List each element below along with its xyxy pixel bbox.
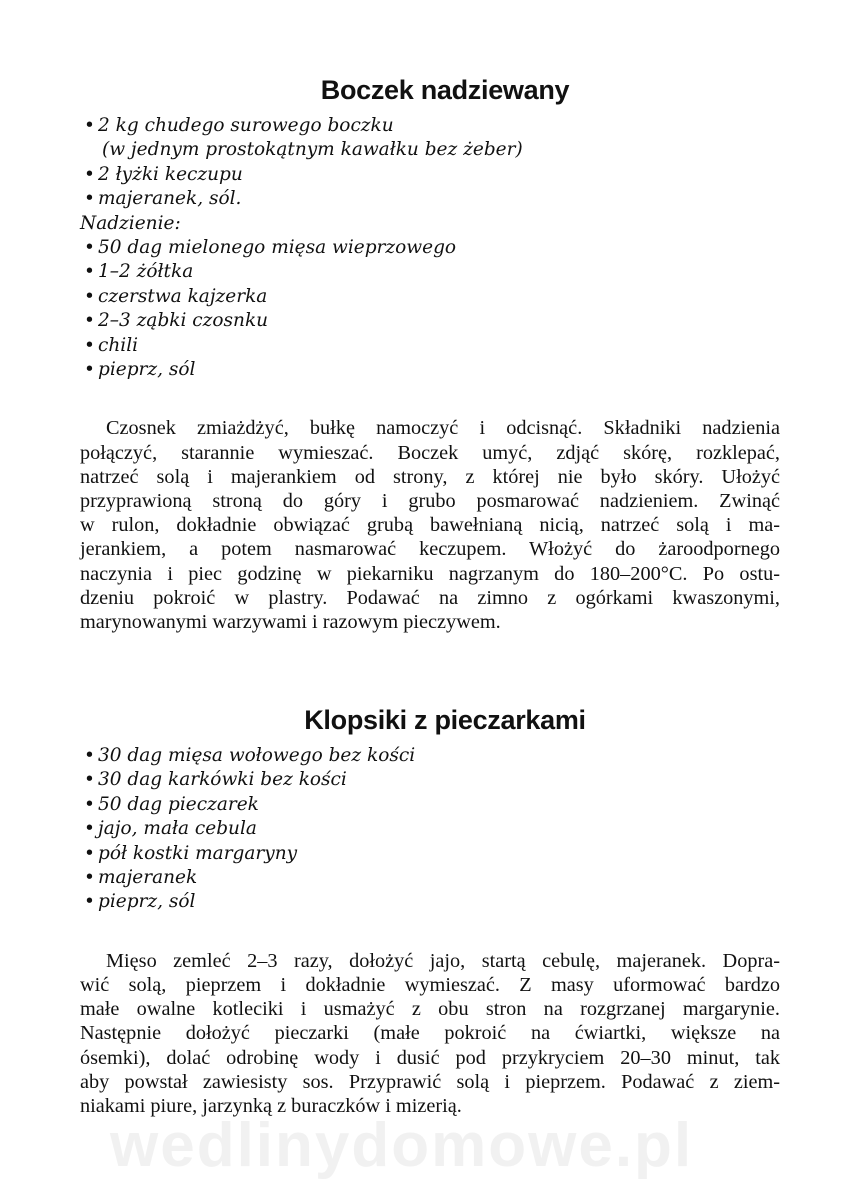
ingredient-item: • pół kostki margaryny <box>80 842 780 866</box>
ingredient-item: • jajo, mała cebula <box>80 817 780 841</box>
bullet-icon: • <box>84 793 95 815</box>
recipe-klopsiki-z-pieczarkami <box>80 702 780 1118</box>
bullet-icon: • <box>84 334 95 356</box>
recipe-title: Klopsiki z pieczarkami <box>304 705 586 735</box>
ingredient-item: • czerstwa kajzerka <box>80 285 780 309</box>
ingredient-item: • 50 dag pieczarek <box>80 793 780 817</box>
instruction-line: natrzeć solą i majerankiem od strony, z której nie było skóry. Ułożyć <box>80 465 780 488</box>
recipe-title: Boczek nadziewany <box>320 75 570 105</box>
ingredient-item: • 2 kg chudego surowego boczku <box>80 114 780 138</box>
bullet-icon: • <box>84 188 95 210</box>
watermark: wedlinydomowe.pl <box>110 1111 694 1180</box>
instruction-line: wić solą, pieprzem i dokładnie wymieszać. Z masy uformować bardzo <box>80 974 780 997</box>
ingredient-list <box>80 114 780 382</box>
ingredient-item: • 2–3 ząbki czosnku <box>80 309 780 333</box>
ingredient-note: (w jednym prostokątnym kawałku bez żeber) <box>102 139 523 161</box>
ingredient-item: • pieprz, sól <box>80 890 780 914</box>
ingredient-subheading: Nadzienie: <box>80 212 181 234</box>
bullet-icon: • <box>84 285 95 307</box>
instruction-line: Czosnek zmiażdżyć, bułkę namoczyć i odcisnąć. Składniki nadzienia <box>106 417 780 440</box>
instruction-line: Mięso zemleć 2–3 razy, dołożyć jajo, startą cebulę, majeranek. Dopra- <box>106 949 780 972</box>
instruction-line: przyprawioną stroną do góry i grubo posmarować nadzieniem. Zwinąć <box>80 490 780 513</box>
recipe-boczek-nadziewany <box>80 72 780 634</box>
instruction-line: jerankiem, a potem nasmarować keczupem. Włożyć do żaroodpornego <box>80 538 780 561</box>
bullet-icon: • <box>84 745 95 766</box>
ingredient-item: • 30 dag mięsa wołowego bez kości <box>80 744 780 768</box>
ingredient-item: • chili <box>80 334 780 358</box>
bullet-icon: • <box>84 310 95 332</box>
instruction-line: połączyć, starannie wymieszać. Boczek umyć, zdjąć skórę, rozklepać, <box>80 441 780 464</box>
ingredient-item: • majeranek, sól. <box>80 187 780 211</box>
ingredient-item: • 2 łyżki keczupu <box>80 163 780 187</box>
ingredient-item: • 30 dag karkówki bez kości <box>80 768 780 792</box>
recipe-instructions <box>80 416 780 634</box>
bullet-icon: • <box>84 769 95 791</box>
recipe-instructions <box>80 949 780 1118</box>
ingredient-item: • 50 dag mielonego mięsa wieprzowego <box>80 236 780 260</box>
instruction-line: niakami piure, jarzynką z buraczków i mizerią. <box>80 1095 462 1118</box>
instruction-line: aby powstał zawiesisty sos. Przyprawić solą i pieprzem. Podawać z ziem- <box>80 1070 780 1093</box>
bullet-icon: • <box>84 842 95 864</box>
bullet-icon: • <box>84 115 95 136</box>
ingredient-item: • majeranek <box>80 866 780 890</box>
instruction-line: naczynia i piec godzinę w piekarniku nagrzanym do 180–200°C. Po ostu- <box>80 562 780 585</box>
ingredient-list <box>80 744 780 915</box>
bullet-icon: • <box>84 867 95 889</box>
instruction-line: w rulon, dokładnie obwiązać grubą bawełnianą nicią, natrzeć solą i ma- <box>80 514 780 537</box>
bullet-icon: • <box>84 163 95 185</box>
bullet-icon: • <box>84 818 95 840</box>
ingredient-item: • pieprz, sól <box>80 358 780 382</box>
instruction-line: dzeniu pokroić w plastry. Podawać na zimno z ogórkami kwaszonymi, <box>80 586 780 609</box>
bullet-icon: • <box>84 891 95 913</box>
bullet-icon: • <box>84 237 95 259</box>
instruction-line: Następnie dołożyć pieczarki (małe pokroić na ćwiartki, większe na <box>80 1022 780 1045</box>
instruction-line: ósemki), dolać odrobinę wody i dusić pod przykryciem 20–30 minut, tak <box>80 1046 780 1069</box>
instruction-line: małe owalne kotleciki i usmażyć z obu stron na rozgrzanej margarynie. <box>80 998 780 1021</box>
ingredient-item: • 1–2 żółtka <box>80 260 780 284</box>
bullet-icon: • <box>84 359 95 381</box>
instruction-line: marynowanymi warzywami i razowym pieczywem. <box>80 611 501 634</box>
bullet-icon: • <box>84 261 95 283</box>
